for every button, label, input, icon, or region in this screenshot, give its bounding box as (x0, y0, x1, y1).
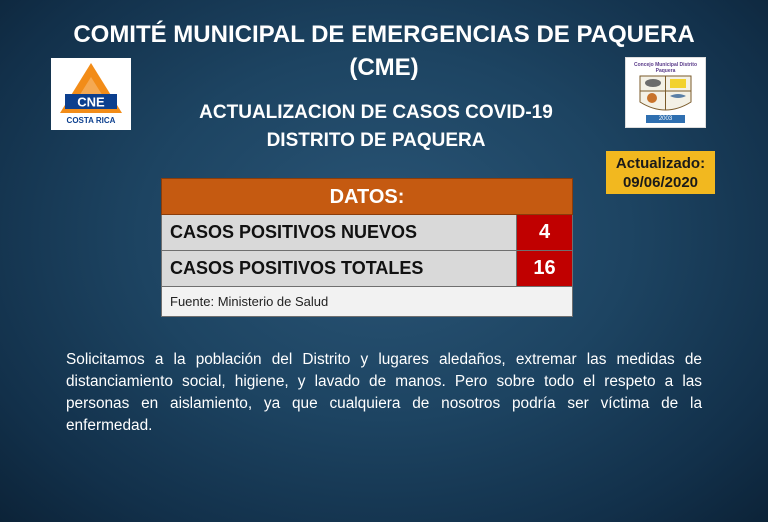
advisory-message: Solicitamos a la población del Distrito y lugares aledaños, extremar las medidas de distanciamiento social, higiene, y lavado de manos. Pero sobre todo el respeto a las personas en aislamiento, ya que cualquiera de nosotros podría ser víctima de la enfermedad. (66, 351, 702, 434)
new-cases-value: 4 (516, 215, 572, 250)
seal-year: 2003 (646, 115, 685, 123)
table-source: Fuente: Ministerio de Salud (161, 287, 573, 317)
seal-line-2: Paquera (655, 68, 676, 74)
title-line-1: COMITÉ MUNICIPAL DE EMERGENCIAS DE PAQUERA (73, 21, 695, 48)
municipal-seal (625, 57, 706, 128)
new-cases-label: CASOS POSITIVOS NUEVOS (170, 222, 418, 242)
updated-badge (606, 151, 715, 194)
total-cases-value: 16 (516, 251, 572, 286)
cases-table (161, 178, 573, 317)
seal-line-1: Concejo Municipal Distrito (633, 62, 698, 68)
subtitle-line-2: DISTRITO DE PAQUERA (266, 130, 486, 151)
page-subtitle (130, 99, 622, 155)
cne-logo-country: COSTA RICA (66, 116, 116, 125)
updated-date: 09/06/2020 (622, 174, 699, 191)
title-line-2: (CME) (349, 54, 419, 81)
table-row (161, 251, 573, 287)
total-cases-label: CASOS POSITIVOS TOTALES (170, 258, 424, 278)
subtitle-line-1: ACTUALIZACION DE CASOS COVID-19 (199, 102, 553, 123)
cne-logo (51, 58, 131, 130)
table-row (161, 215, 573, 251)
updated-label: Actualizado: (615, 155, 706, 172)
table-header: DATOS: (161, 178, 573, 215)
cne-logo-label: CNE (77, 94, 105, 110)
